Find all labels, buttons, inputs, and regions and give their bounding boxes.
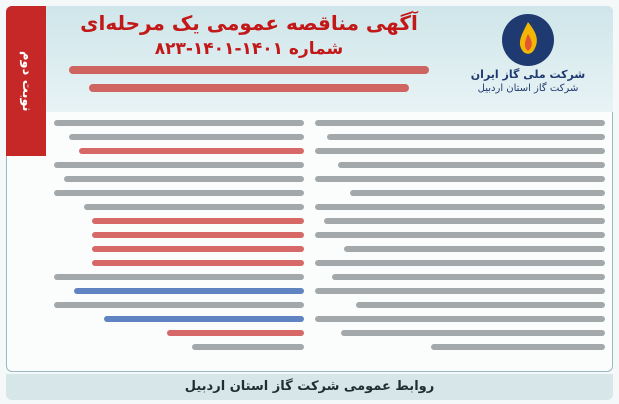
company-subname: شرکت گاز استان اردبیل <box>477 83 579 94</box>
text-placeholder <box>341 330 605 336</box>
text-placeholder-highlight <box>92 246 305 252</box>
text-placeholder <box>54 162 304 168</box>
tender-number: شماره ۱۴۰۱-۱۴۰۱-۸۲۳ <box>154 39 344 59</box>
text-placeholder <box>327 134 605 140</box>
text-placeholder <box>350 190 605 196</box>
text-placeholder <box>344 246 605 252</box>
text-placeholder <box>315 148 605 154</box>
text-placeholder <box>315 176 605 182</box>
text-placeholder <box>69 134 304 140</box>
subheading-line-1 <box>69 66 429 74</box>
text-placeholder <box>84 204 304 210</box>
text-placeholder <box>315 260 605 266</box>
text-placeholder <box>315 316 605 322</box>
text-placeholder <box>431 344 605 350</box>
headline: آگهی مناقصه عمومی یک مرحله‌ای <box>80 11 418 35</box>
text-placeholder <box>324 218 605 224</box>
company-name: شرکت ملی گاز ایران <box>470 68 586 81</box>
text-placeholder <box>315 120 605 126</box>
round-badge: نوبت دوم <box>6 6 46 156</box>
footer-credit: روابط عمومی شرکت گاز استان اردبیل <box>6 374 613 400</box>
text-placeholder <box>332 274 605 280</box>
text-placeholder <box>315 204 605 210</box>
text-placeholder-link <box>104 316 304 322</box>
text-placeholder <box>315 232 605 238</box>
text-placeholder <box>192 344 305 350</box>
text-placeholder <box>54 302 304 308</box>
text-placeholder <box>356 302 605 308</box>
text-placeholder-highlight <box>79 148 304 154</box>
text-placeholder-highlight <box>92 260 305 266</box>
text-placeholder <box>54 120 304 126</box>
text-placeholder-highlight <box>92 218 305 224</box>
text-placeholder-highlight <box>167 330 305 336</box>
text-placeholder <box>64 176 304 182</box>
text-placeholder-highlight <box>92 232 305 238</box>
body-column-right <box>315 120 605 358</box>
text-placeholder-link <box>74 288 304 294</box>
text-placeholder <box>315 288 605 294</box>
body-column-left <box>54 120 304 358</box>
text-placeholder <box>54 190 304 196</box>
company-logo <box>453 12 603 102</box>
text-placeholder <box>338 162 605 168</box>
gas-flame-icon <box>500 12 556 68</box>
subheading-line-2 <box>89 84 409 92</box>
text-placeholder <box>54 274 304 280</box>
